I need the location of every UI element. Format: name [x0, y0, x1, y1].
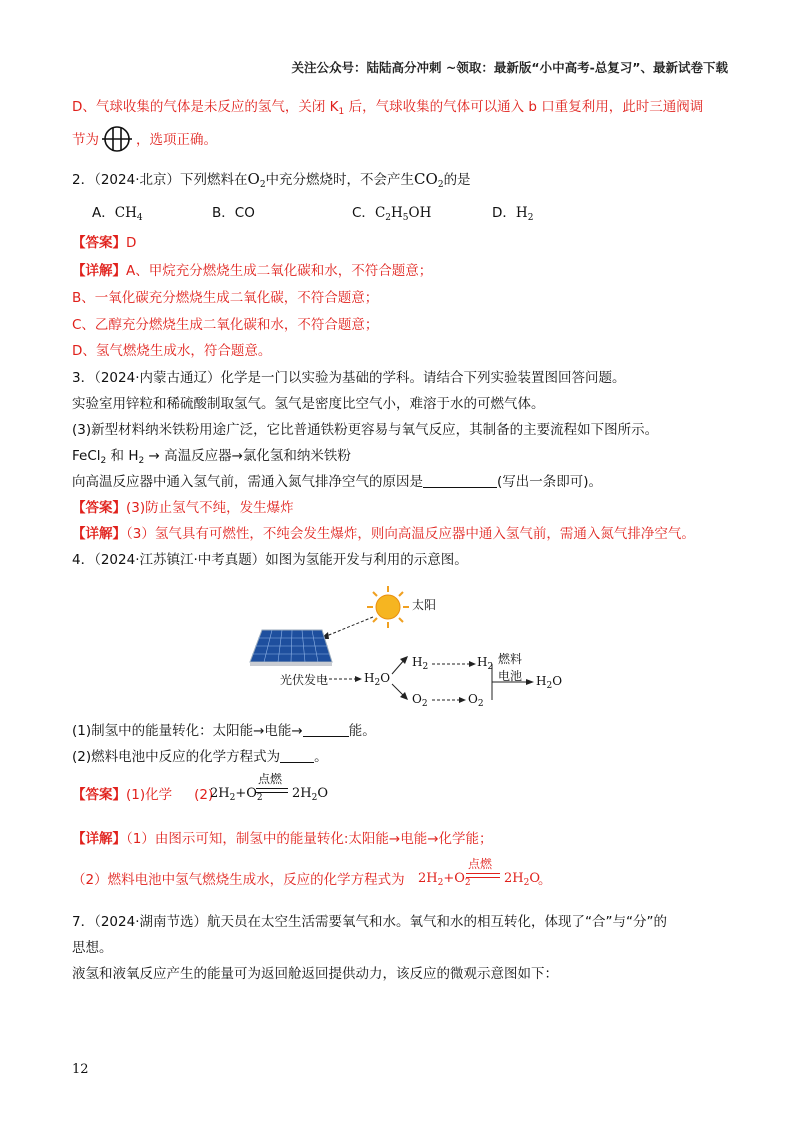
q4-detail1: 【详解】（1）由图示可知，制氢中的能量转化:太阳能→电能→化学能； — [72, 831, 493, 847]
answer-blank — [423, 473, 497, 488]
q4-sub1: (1)制氢中的能量转化：太阳能→电能→ 能。 — [72, 723, 376, 739]
page-header: 关注公众号：陆陆高分冲刺 ~领取：最新版“小中高考-总复习”、最新试卷下载 — [291, 60, 728, 75]
q4-detail-equation: $2H_2+O_2$ 点燃 $2H_2O$ — [418, 857, 541, 888]
q3-stem: 3．（2024·内蒙古通辽）化学是一门以实验为基础的学科。请结合下列实验装置图回答问题。 — [72, 370, 626, 386]
q3-detail: 【详解】（3）氢气具有可燃性，不纯会发生爆炸，则向高温反应器中通入氢气前，需通入氮气排净空气。 — [72, 526, 695, 542]
q3-line3: (3)新型材料纳米铁粉用途广泛，它比普通铁粉更容易与氧气反应，其制备的主要流程如下图所示。 — [72, 422, 659, 438]
diagram-o2-right: $O_2$ — [468, 692, 484, 709]
q2-detail-a: 【详解】A、甲烷充分燃烧生成二氧化碳和水，不符合题意； — [72, 263, 433, 279]
fuel-cell-label-1: 燃料 — [498, 652, 523, 666]
q4-detail2-end: 。 — [538, 872, 552, 888]
q2-option-d: D．$H_2$ — [492, 205, 534, 223]
page-number: 12 — [72, 1062, 89, 1077]
pv-label: 光伏发电 — [280, 673, 329, 687]
diagram-o2-left: $O_2$ — [412, 692, 428, 709]
sun-label: 太阳 — [412, 598, 437, 612]
answer-blank — [280, 748, 314, 763]
three-way-valve-icon — [102, 124, 132, 154]
q3-question: 向高温反应器中通入氢气前，需通入氮气排净空气的原因是 (写出一条即可)。 — [72, 474, 603, 490]
prev-option-d-line2-end: ，选项正确。 — [136, 132, 217, 148]
q2-stem: 2．（2024·北京）下列燃料在$O_2$中充分燃烧时，不会产生$CO_2$的是 — [72, 170, 471, 190]
q2-option-a: A．$CH_4$ — [92, 205, 143, 223]
q4-answer: 【答案】(1)化学 (2) — [72, 787, 214, 803]
q2-detail-c: C、乙醇充分燃烧生成二氧化碳和水，不符合题意； — [72, 317, 379, 333]
q7-stem-line2: 思想。 — [72, 940, 113, 956]
q4-sub2: (2)燃料电池中反应的化学方程式为 。 — [72, 749, 328, 765]
q2-option-b: B．CO — [212, 205, 255, 221]
diagram-h2o: $H_2O$ — [364, 671, 391, 688]
diagram-h2-right: $H_2$ — [477, 655, 494, 672]
q3-flow: FeCl$_2$ 和 $H_2$ → 高温反应器→氯化氢和纳米铁粉 — [72, 448, 351, 466]
prev-option-d-line2: 节为 — [72, 132, 99, 148]
condition-label: 点燃 — [258, 772, 283, 786]
q3-line2: 实验室用锌粒和稀硫酸制取氢气。氢气是密度比空气小，难溶于水的可燃气体。 — [72, 396, 545, 412]
q3-answer: 【答案】(3)防止氢气不纯，发生爆炸 — [72, 500, 294, 516]
q4-stem: 4．（2024·江苏镇江·中考真题）如图为氢能开发与利用的示意图。 — [72, 552, 468, 568]
solar-panel-icon — [250, 630, 332, 666]
prev-option-d-line1: D、气球收集的气体是未反应的氢气，关闭 $K_1$ 后，气球收集的气体可以通入 b 口重复利用，此时三通阀调 — [72, 99, 704, 117]
q4-answer-equation: $2H_2+O_2$ 点燃 $2H_2O$ — [210, 772, 329, 803]
q7-line3: 液氢和液氧反应产生的能量可为返回舱返回提供动力，该反应的微观示意图如下： — [72, 966, 558, 982]
q2-detail-d: D、氢气燃烧生成水，符合题意。 — [72, 343, 272, 359]
answer-blank — [303, 722, 349, 737]
diagram-h2-left: $H_2$ — [412, 655, 429, 672]
q7-stem-line1: 7．（2024·湖南节选）航天员在太空生活需要氧气和水。氧气和水的相互转化，体现了“合”与“分”的 — [72, 914, 667, 930]
q2-answer: 【答案】D — [72, 235, 137, 251]
q2-option-c: C．$C_2H_5OH$ — [352, 205, 432, 223]
fuel-cell-label-2: 电池 — [498, 669, 523, 683]
sun-icon — [367, 586, 409, 628]
hydrogen-energy-diagram — [240, 582, 600, 712]
q2-detail-b: B、一氧化碳充分燃烧生成二氧化碳，不符合题意； — [72, 290, 379, 306]
q4-detail2: （2）燃料电池中氢气燃烧生成水，反应的化学方程式为 — [72, 872, 405, 888]
diagram-product-h2o: $H_2O$ — [536, 674, 563, 691]
